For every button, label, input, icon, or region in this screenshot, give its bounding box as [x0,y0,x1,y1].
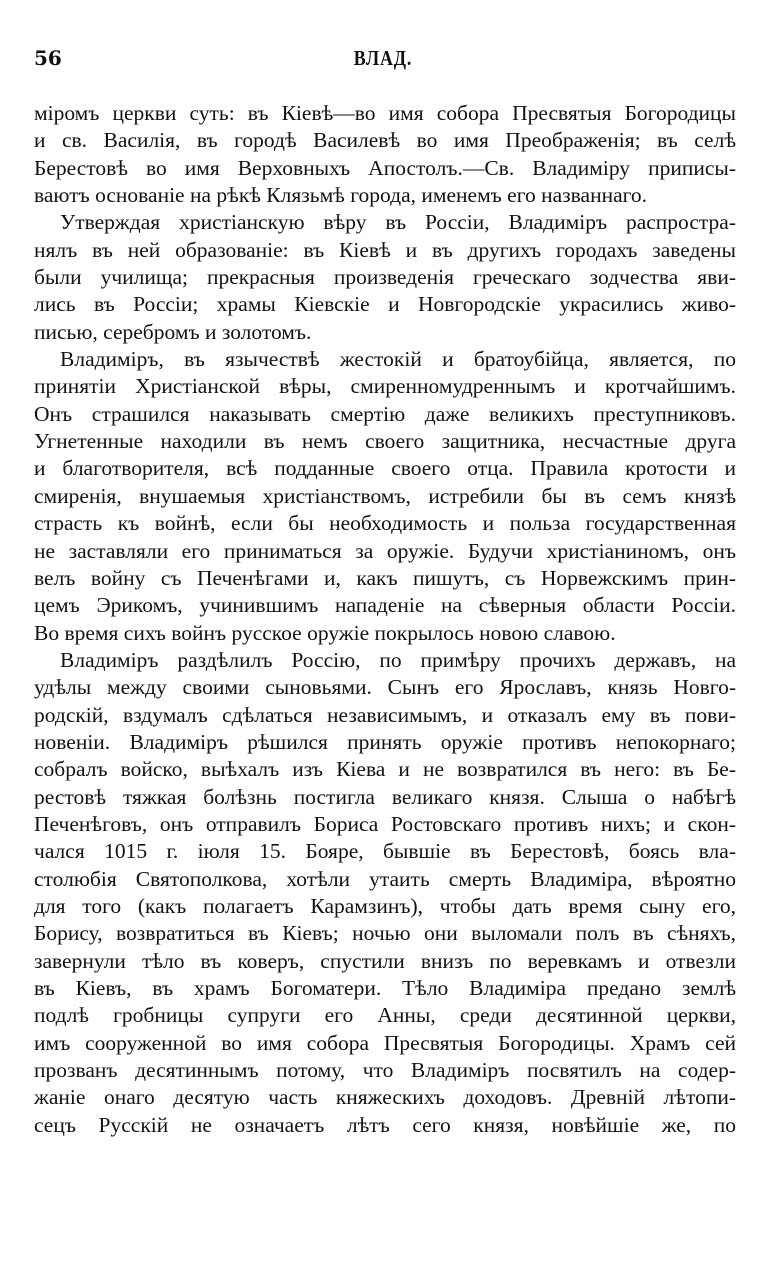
text-line: Борису, возвратиться въ Кіевъ; ночью они выломали полъ въ сѣняхъ, [34,921,736,946]
text-line: ваютъ основаніе на рѣкѣ Клязьмѣ города, именемъ его названнаго. [34,183,648,208]
text-line: удѣлы между своими сыновьями. Сынъ его Ярославъ, князь Новго- [34,675,736,700]
text-line: Во время сихъ войнъ русское оружіе покрылось новою славою. [34,620,616,645]
text-line: для того (какъ полагаетъ Карамзинъ), чтобы дать время сыну его, [34,893,736,918]
text-line: цемъ Эрикомъ, учинившимъ нападеніе на сѣверныя области Россіи. [34,593,736,618]
text-line: жаніе онаго десятую часть княжескихъ доходовъ. Древній лѣтопи- [34,1085,736,1110]
text-line: Печенѣговъ, онъ отправилъ Бориса Ростовскаго противъ нихъ; и скон- [34,811,736,836]
text-line: чался 1015 г. іюля 15. Бояре, бывшіе въ Берестовѣ, боясь вла- [34,839,736,864]
text-line: столюбія Святополкова, хотѣли утаить смерть Владиміра, вѣроятно [34,866,736,891]
text-line: завернули тѣло въ коверъ, спустили внизъ по веревкамъ и отвезли [34,948,736,973]
text-line: Берестовѣ во имя Верховныхъ Апостолъ.—Св. Владиміру приписы- [34,155,736,180]
text-line: рестовѣ тяжкая болѣзнь постигла великаго князя. Слыша о набѣгѣ [34,784,736,809]
running-head: ВЛАД. [353,46,413,70]
text-line: собралъ войско, выѣхалъ изъ Кіева и не возвратился въ него: въ Бе- [34,757,736,782]
text-line: нялъ въ ней образованіе: въ Кіевѣ и въ другихъ городахъ заведены [34,237,736,262]
text-line: и благотворителя, всѣ подданные своего отца. Правила кротости и [34,456,736,481]
text-line: лись въ Россіи; храмы Кіевскіе и Новгородскіе украсились живо- [34,292,736,317]
text-line: и св. Василія, въ городѣ Василевѣ во имя Преображенія; въ селѣ [34,128,736,153]
text-line: писью, серебромъ и золотомъ. [34,319,312,344]
text-line: міромъ церкви суть: въ Кіевѣ—во имя собора Пресвятыя Богородицы [34,101,736,125]
text-line: страсть къ войнѣ, если бы необходимость и польза государственная [34,511,736,536]
text-line: велъ войну съ Печенѣгами и, какъ пишутъ, съ Норвежскимъ прин- [34,565,736,590]
text-line: Утверждая христіанскую вѣру въ Россіи, Владиміръ распростра- [60,210,736,235]
text-line: въ Кіевъ, въ храмъ Богоматери. Тѣло Владиміра предано землѣ [34,976,736,1000]
text-line: Онъ страшился наказывать смертію даже великихъ преступниковъ. [34,401,736,426]
text-line: сецъ Русскій не означаетъ лѣтъ сего князя, новѣйшіе же, по [34,1112,736,1137]
text-line: имъ сооруженной во имя собора Пресвятыя Богородицы. Храмъ сей [34,1030,736,1055]
text-line: Владиміръ раздѣлилъ Россію, по примѣру прочихъ державъ, на [60,647,736,672]
page-number: 56 [34,46,62,70]
text-line: не заставляли его приниматься за оружіе. Будучи христіаниномъ, онъ [34,538,736,563]
text-line: принятіи Христіанской вѣры, смиренномудреннымъ и кротчайшимъ. [34,374,736,399]
text-line: прозванъ десятиннымъ потому, что Владиміръ посвятилъ на содер- [34,1058,736,1083]
text-line: родскій, вздумалъ сдѣлаться независимымъ, и отказалъ ему въ пови- [34,702,736,727]
text-line: смиренія, внушаемыя христіанствомъ, истребили бы въ семъ князѣ [34,483,736,508]
text-line: Угнетенные находили въ немъ своего защитника, несчастные друга [34,429,736,454]
text-line: новеніи. Владиміръ рѣшился принять оружіе противъ непокорнаго; [34,729,736,754]
text-line: Владиміръ, въ язычествѣ жестокій и братоубійца, является, по [60,347,736,372]
text-line: были училища; прекрасныя произведенія греческаго зодчества яви- [34,265,736,290]
text-line: подлѣ гробницы супруги его Анны, среди десятинной церкви, [34,1003,736,1028]
body-text [34,100,736,1139]
